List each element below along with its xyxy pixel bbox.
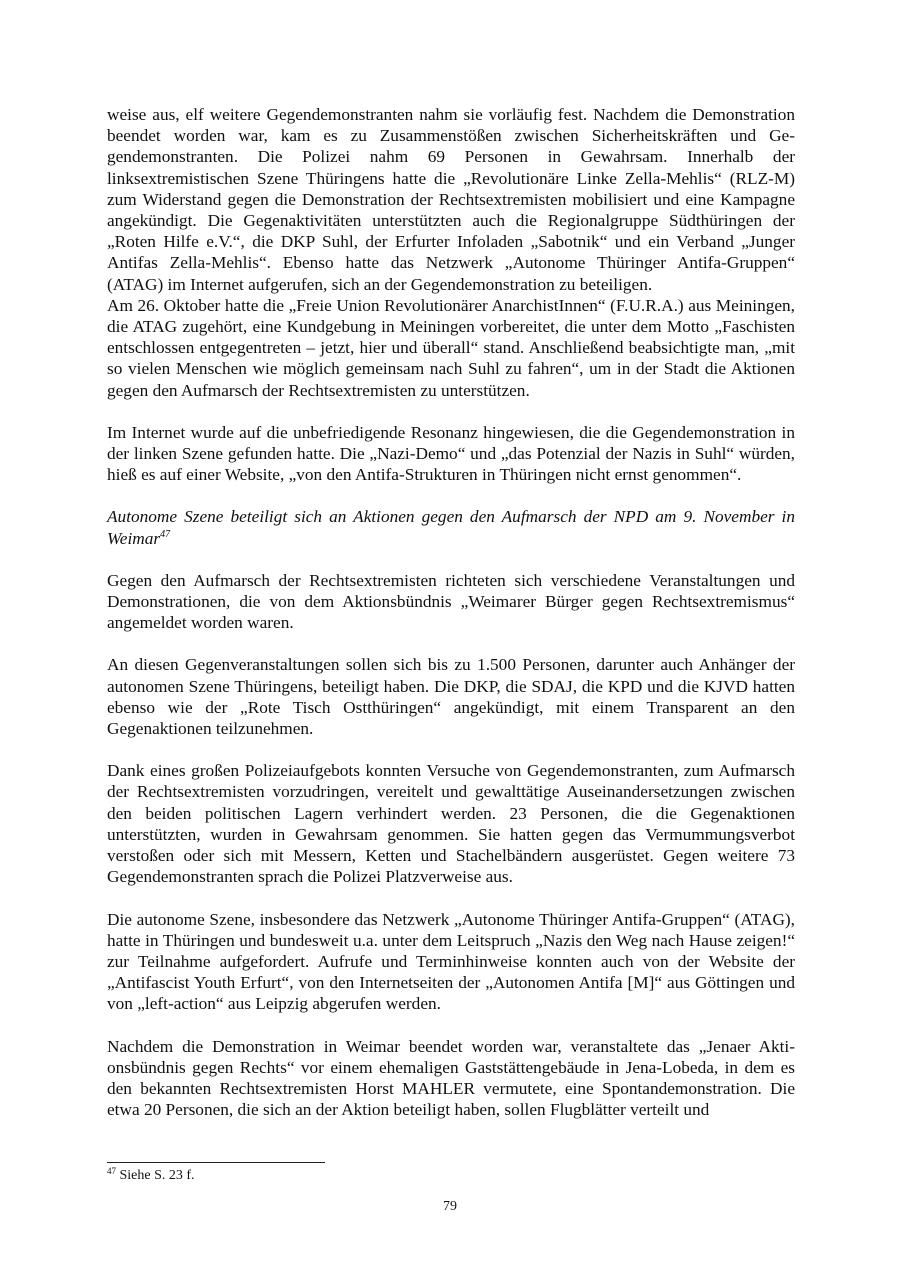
paragraph-5: An diesen Gegenveranstaltungen sollen sich bis zu 1.500 Personen, darunter auch Anhänger der autonomen Szene Thüringens, beteiligt haben. Die DKP, die SDAJ, die KPD und die KJVD hatten ebenso wie der „Rote Tisch Ostthüringen“ angekündigt, mit einem Transparent an den Gegenaktionen teilzunehmen.: [107, 655, 795, 739]
document-body: [107, 104, 795, 1120]
paragraph-7: Die autonome Szene, insbesondere das Netzwerk „Autonome Thüringer Antifa-Gruppen“ (ATAG), hatte in Thüringen und bundesweit u.a. unter dem Leitspruch „Nazis den Weg nach Hause zeigen!“ zur Teilnahme aufgefordert. Aufrufe und Terminhinweise konnten auch von der Website der „Antifascist Youth Erfurt“, von den Internetseiten der „Autonomen Antifa [M]“ aus Göttingen und von „left-action“ aus Leipzig abgerufen werden.: [107, 909, 795, 1014]
section-heading: [107, 506, 795, 548]
paragraph-2: Am 26. Oktober hatte die „Freie Union Revolutionärer AnarchistInnen“ (F.U.R.A.) aus Meiningen, die ATAG zugehört, eine Kundgebung in Meiningen vorbereitet, die unter dem Motto „Faschisten entschlossen entgegentreten – jetzt, hier und überall“ stand. Anschließend beabsichtigte man, „mit so vielen Menschen wie möglich gemeinsam nach Suhl zu fahren“, um in der Stadt die Aktionen gegen den Aufmarsch der Rechtsextremisten zu unterstützen.: [107, 295, 795, 400]
paragraph-8: Nachdem die Demonstration in Weimar beendet worden war, veranstaltete das „Jenaer Aktionsbündnis gegen Rechts“ vor einem ehemaligen Gaststättengebäude in Jena-Lobeda, in dem es den bekannten Rechtsextremisten Horst MAHLER vermutete, eine Spontandemonstration. Die etwa 20 Personen, die sich an der Aktion beteiligt haben, sollen Flugblätter verteilt und: [107, 1036, 795, 1120]
footnote-divider: [107, 1162, 325, 1163]
paragraph-3: Im Internet wurde auf die unbefriedigende Resonanz hingewiesen, die die Gegendemonstration in der linken Szene gefunden hatte. Die „Nazi-Demo“ und „das Potenzial der Nazis in Suhl“ würden, hieß es auf einer Website, „von den Antifa-Strukturen in Thüringen nicht ernst genommen“.: [107, 422, 795, 485]
page-number: 79: [443, 1199, 457, 1214]
paragraph-6: Dank eines großen Polizeiaufgebots konnten Versuche von Gegendemonstranten, zum Aufmarsch der Rechtsextremisten vorzudringen, vereitelt und gewalttätige Auseinandersetzungen zwischen den beiden politischen Lagern verhindert werden. 23 Personen, die die Gegenaktionen unterstützten, wurden in Gewahrsam genommen. Sie hatten gegen das Vermummungsverbot verstoßen oder sich mit Messern, Ketten und Stachelbändern ausgerüstet. Gegen weitere 73 Gegendemonstranten sprach die Polizei Platzverweise aus.: [107, 761, 795, 887]
paragraph-1: weise aus, elf weitere Gegendemonstranten nahm sie vorläufig fest. Nachdem die Demonstration beendet worden war, kam es zu Zusammenstößen zwischen Sicherheitskräften und Gegendemonstranten. Die Polizei nahm 69 Personen in Gewahrsam. Innerhalb der linksextremistischen Szene Thüringens hatte die „Revolutionäre Linke Zella-Mehlis“ (RLZ-M) zum Widerstand gegen die Demonstration der Rechtsextremisten mobilisiert und eine Kampagne angekündigt. Die Gegenaktivitäten unterstützten auch die Regionalgruppe Südthüringen der „Roten Hilfe e.V.“, die DKP Suhl, der Erfurter Infoladen „Sabotnik“ und ein Verband „Junger Antifas Zella-Mehlis“. Ebenso hatte das Netzwerk „Autonome Thüringer Antifa-Gruppen“ (ATAG) im Internet aufgerufen, sich an der Gegendemonstration zu beteiligen.: [107, 105, 795, 294]
footnote-number: 47: [107, 1166, 116, 1176]
footnote: [107, 1167, 195, 1185]
paragraph-4: Gegen den Aufmarsch der Rechtsextremisten richteten sich verschiedene Veranstaltungen und Demonstrationen, die von dem Aktionsbündnis „Weimarer Bürger gegen Rechtsextremismus“ angemeldet worden waren.: [107, 570, 795, 633]
footnote-text: Siehe S. 23 f.: [116, 1168, 195, 1183]
footnote-reference: 47: [160, 528, 171, 540]
section-heading-text: Autonome Szene beteiligt sich an Aktionen gegen den Aufmarsch der NPD am 9. November in Weimar: [107, 507, 795, 548]
